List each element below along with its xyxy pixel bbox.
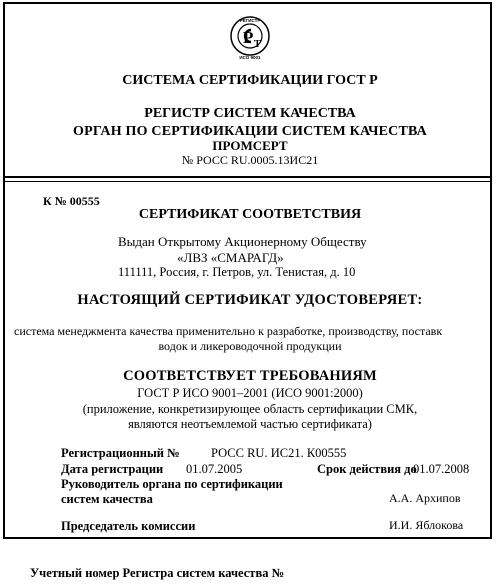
registration-date-value: 01.07.2005 — [186, 462, 243, 476]
svg-text:Т: Т — [254, 39, 261, 50]
head-of-organ-label-line2: систем качества — [61, 492, 153, 506]
svg-text:ИСО 9001: ИСО 9001 — [239, 55, 261, 60]
organ-name: ПРОМСЕРТ — [212, 138, 288, 153]
registry-account-number-label: Учетный номер Регистра систем качества № — [30, 566, 285, 580]
certification-organ-title: ОРГАН ПО СЕРТИФИКАЦИИ СИСТЕМ КАЧЕСТВА — [72, 124, 427, 139]
svg-text:Р: Р — [243, 28, 254, 47]
registration-number-value: РОСС RU. ИС21. К00555 — [211, 446, 347, 460]
appendix-note-line2: являются неотъемлемой частью сертификата) — [128, 417, 372, 431]
scope-description-line1: система менеджмента качества применительно к разработке, производству, поставк — [14, 324, 443, 338]
standard-reference: ГОСТ Р ИСО 9001–2001 (ИСО 9001:2000) — [137, 386, 363, 400]
svg-text:РЕГИСТР: РЕГИСТР — [239, 18, 261, 23]
validity-term-label: Срок действия до — [317, 462, 417, 476]
certification-system-title: СИСТЕМА СЕРТИФИКАЦИИ ГОСТ Р — [122, 73, 378, 88]
ross-number: № РОСС RU.0005.13ИС21 — [181, 153, 319, 167]
commission-chair-label: Председатель комиссии — [61, 519, 196, 533]
company-name: «ЛВЗ «СМАРАГД» — [177, 250, 284, 265]
company-address: 111111, Россия, г. Петров, ул. Тенистая, д. 10 — [118, 265, 356, 279]
head-of-organ-label-line1: Руководитель органа по сертификации — [61, 477, 283, 491]
validity-term-value: 01.07.2008 — [413, 462, 470, 476]
head-of-organ-name: А.А. Архипов — [389, 491, 461, 505]
registration-date-label: Дата регистрации — [61, 462, 164, 476]
issued-to-line: Выдан Открытому Акционерному Обществу — [118, 234, 367, 249]
rost-registry-logo-icon — [228, 12, 272, 68]
section-separator — [3, 176, 492, 182]
quality-registry-title: РЕГИСТР СИСТЕМ КАЧЕСТВА — [144, 106, 356, 121]
appendix-note-line1: (приложение, конкретизирующее область сертификации СМК, — [82, 402, 418, 416]
complies-heading: СООТВЕТСТВУЕТ ТРЕБОВАНИЯМ — [123, 368, 377, 384]
registration-number-label: Регистрационный № — [61, 446, 180, 460]
scope-description-line2: водок и ликероводочной продукции — [158, 339, 342, 353]
certifies-heading: НАСТОЯЩИЙ СЕРТИФИКАТ УДОСТОВЕРЯЕТ: — [77, 292, 423, 308]
certificate-number: К № 00555 — [43, 194, 100, 208]
certificate-title: СЕРТИФИКАТ СООТВЕТСТВИЯ — [138, 207, 362, 222]
commission-chair-name: И.И. Яблокова — [389, 518, 464, 532]
